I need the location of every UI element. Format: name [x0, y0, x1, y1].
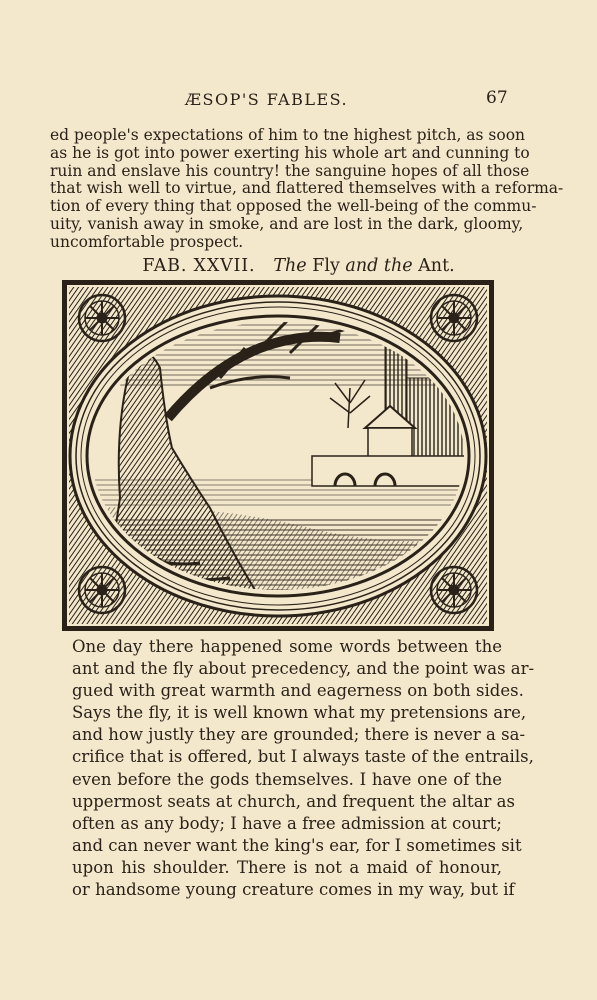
- text-line: tion of every thing that opposed the well-being of the commu-: [50, 197, 537, 216]
- text-line: Says the fly, it is well known what my pretensions are,: [72, 703, 527, 723]
- text-line: One day there happened some words between the: [72, 637, 502, 656]
- page-number: 67: [486, 88, 508, 108]
- rosette-bottom-right: [431, 567, 477, 613]
- title-word: the: [383, 256, 413, 276]
- text-line: uncomfortable prospect.: [50, 232, 244, 251]
- text-line: ant and the fly about precedency, and the point was ar-: [72, 659, 535, 679]
- text-line: gued with great warmth and eagerness on both sides.: [72, 681, 524, 701]
- text-line: upon his shoulder. There is not a maid of honour,: [72, 857, 502, 877]
- text-line: often as any body; I have a free admission at court;: [72, 813, 502, 833]
- text-line: that wish well to virtue, and flattered themselves with a reforma-: [50, 179, 564, 198]
- running-title: ÆSOP'S FABLES.: [185, 90, 349, 109]
- text-line: and how justly they are grounded; there is never a sa-: [72, 725, 526, 745]
- rosette-top-left: [79, 295, 125, 341]
- running-head: [0, 88, 597, 114]
- text-line: crifice that is offered, but I always taste of the entrails,: [72, 747, 534, 767]
- fable-number: FAB. XXVII.: [142, 256, 256, 276]
- text-line: or handsome young creature comes in my way, but if: [72, 880, 515, 900]
- woodcut-illustration: [60, 278, 496, 633]
- rosette-bottom-left: [79, 567, 125, 613]
- title-word: Ant.: [418, 256, 455, 276]
- title-word: Fly: [312, 256, 340, 276]
- text-line: and can never want the king's ear, for I sometimes sit: [72, 835, 522, 855]
- text-line: uppermost seats at church, and frequent the altar as: [72, 791, 515, 811]
- title-word: and: [345, 256, 379, 276]
- text-line: uity, vanish away in smoke, and are lost in the dark, gloomy,: [50, 214, 524, 233]
- text-line: ed people's expectations of him to tne highest pitch, as soon: [50, 126, 526, 144]
- fable-text: [72, 636, 535, 901]
- text-line: ruin and enslave his country! the sanguine hopes of all those: [50, 161, 530, 180]
- fable-heading: [0, 256, 597, 276]
- rosette-top-right: [431, 295, 477, 341]
- intro-paragraph: [50, 126, 564, 252]
- title-word: The: [273, 256, 307, 276]
- text-line: as he is got into power exerting his whole art and cunning to: [50, 143, 530, 162]
- text-line: even before the gods themselves. I have one of the: [72, 769, 502, 789]
